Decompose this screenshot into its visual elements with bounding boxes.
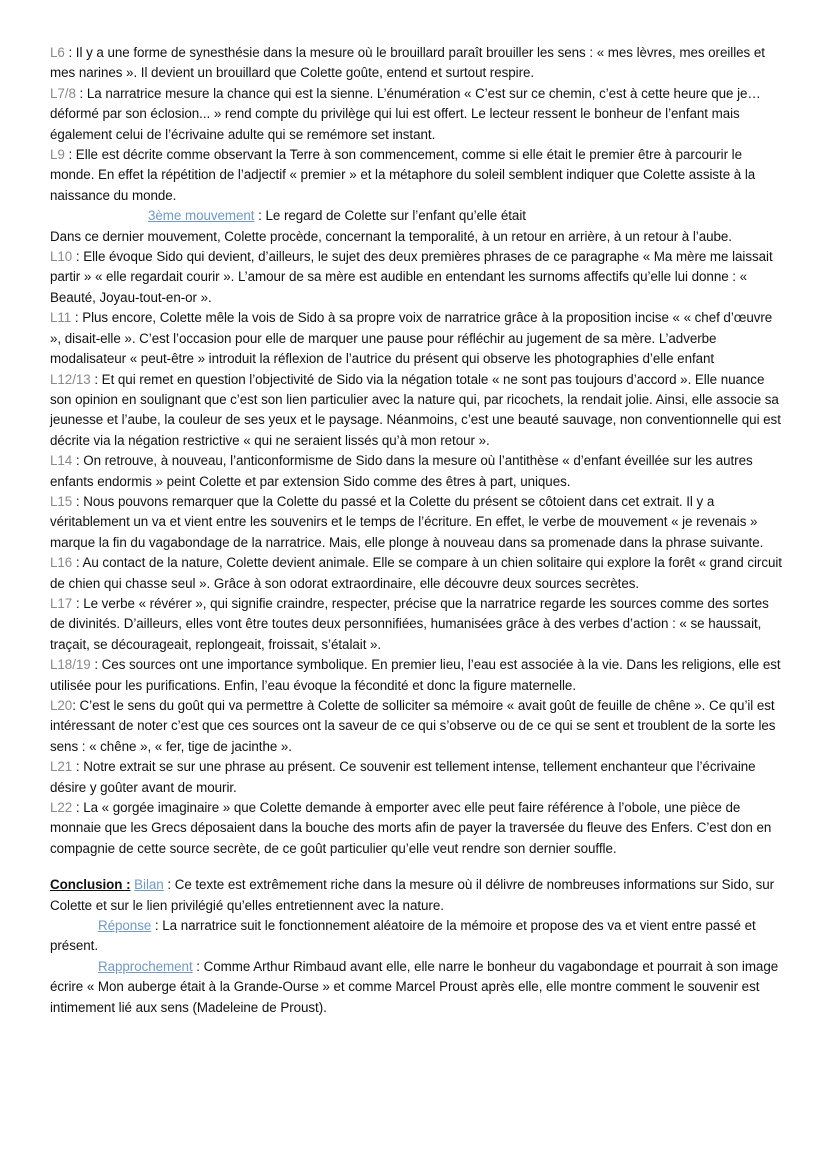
paragraph-text: : La narratrice mesure la chance qui est la sienne. L’énumération « C’est sur ce chemin, c’est à cette heure que je… déformé par son éclosion... » rend compte du privilège qui lui est offert. Le lecteur ressent le bonheur de l’enfant mais également celui de l’écrivaine adulte qui se remémore set instant. bbox=[50, 85, 761, 142]
paragraph-l6 bbox=[50, 43, 786, 84]
line-ref: L11 bbox=[50, 310, 72, 326]
line-ref: L22 bbox=[50, 800, 73, 816]
reponse-text: : La narratrice suit le fonctionnement aléatoire de la mémoire et propose des va et vient entre passé et présent. bbox=[50, 918, 756, 954]
line-ref: L7/8 bbox=[50, 85, 76, 101]
paragraph-l14 bbox=[50, 451, 786, 492]
paragraph-l18-19 bbox=[50, 655, 786, 696]
paragraph-text: : Elle est décrite comme observant la Terre à son commencement, comme si elle était le premier être à parcourir le monde. En effet la répétition de l’adjectif « premier » et la métaphore du soleil semblent indiquer que Colette assiste à la naissance du monde. bbox=[50, 147, 756, 203]
document-page bbox=[50, 43, 786, 1018]
section-intro: Dans ce dernier mouvement, Colette procède, concernant la temporalité, à un retour en arrière, à un retour à l’aube. bbox=[50, 228, 732, 244]
paragraph-text: : Et qui remet en question l’objectivité de Sido via la négation totale « ne sont pas toujours d’accord ». Elle nuance son opinion en soulignant que c’est son lien particulier avec la nature qui, par ricochets, la rendait jolie. Ainsi, elle associe sa jeunesse et l’aube, la couleur de ses yeux et le paysage. Néanmoins, c’est une beauté sauvage, non conventionnelle qui est décrite via la négation restrictive « qui ne seraient lissés qu’à mon retour ». bbox=[50, 371, 781, 448]
paragraph-l22 bbox=[50, 798, 786, 859]
paragraph-l16 bbox=[50, 553, 786, 594]
paragraph-text: : On retrouve, à nouveau, l’anticonformisme de Sido dans la mesure où l’antithèse « d’enfant éveillée sur les autres enfants endormis » peint Colette et par extension Sido comme des êtres à part, uniques. bbox=[50, 453, 753, 489]
reponse-link[interactable]: Réponse bbox=[98, 918, 152, 934]
paragraph-text: : Plus encore, Colette mêle la vois de Sido à sa propre voix de narratrice grâce à la proposition incise « « chef d’œuvre », disait-elle ». C’est l’occasion pour elle de marquer une pause pour réfléchir au jugement de sa mère. L’adverbe modalisateur « peut-être » introduit la réflexion de l’autrice du présent qui observe les photographies d’elle enfant bbox=[50, 310, 773, 367]
line-ref: L17 bbox=[50, 595, 73, 611]
conclusion-reponse bbox=[50, 916, 786, 957]
section-link[interactable]: 3ème mouvement bbox=[148, 208, 255, 224]
line-ref: L20 bbox=[50, 698, 73, 713]
paragraph-l10 bbox=[50, 247, 786, 308]
section-heading bbox=[50, 206, 786, 226]
line-ref: L12/13 bbox=[50, 371, 91, 387]
line-ref: L10 bbox=[50, 249, 73, 265]
paragraph-text: : Au contact de la nature, Colette devient animale. Elle se compare à un chien solitaire qui explore la forêt « grand circuit de chien qui chasse seul ». Grâce à son odorat extraordinaire, elle découvre deux sources secrètes. bbox=[50, 555, 782, 591]
paragraph-l11 bbox=[50, 308, 786, 369]
paragraph-text: : C’est le sens du goût qui va permettre à Colette de solliciter sa mémoire « avait goût de feuille de chêne ». Ce qu’il est intéressant de noter c’est que ces sources ont la saveur de ce qui s’observe ou de ce qui se sent et troublent de la sorte les sens : « chêne », « fer, tige de jacinthe ». bbox=[50, 698, 776, 754]
rapprochement-text: : Comme Arthur Rimbaud avant elle, elle narre le bonheur du vagabondage et pourrait à son image écrire « Mon auberge était à la Grande-Ourse » et comme Marcel Proust après elle, elle montre comment le souvenir est intimement lié aux sens (Madeleine de Proust). bbox=[50, 958, 779, 1015]
paragraph-text: : Notre extrait se sur une phrase au présent. Ce souvenir est tellement intense, tellement enchanteur que l’écrivaine désire y goûter avant de mourir. bbox=[50, 759, 756, 795]
paragraph-text: : Nous pouvons remarquer que la Colette du passé et la Colette du présent se côtoient dans cet extrait. Il y a véritablement un va et vient entre les souvenirs et le temps de l’écriture. En effet, le verbe de mouvement « je revenais » marque la fin du vagabondage de la narratrice. Mais, elle plonge à nouveau dans sa promenade dans la phrase suivante. bbox=[50, 493, 764, 550]
bilan-text: : Ce texte est extrêmement riche dans la mesure où il délivre de nombreuses informations sur Sido, sur Colette et sur le lien privilégié qu’elles entretiennent avec la nature. bbox=[50, 877, 775, 913]
paragraph-l21 bbox=[50, 757, 786, 798]
section-title: : Le regard de Colette sur l’enfant qu’elle était bbox=[254, 208, 526, 224]
paragraph-l12-13 bbox=[50, 370, 786, 452]
paragraph-text: : La « gorgée imaginaire » que Colette demande à emporter avec elle peut faire référence à l’obole, une pièce de monnaie que les Grecs déposaient dans la bouche des morts afin de payer la traversée du fleuve des Enfers. C’est don en compagnie de cette source secrète, de ce goût particulier qu’elle veut rendre son dernier souffle. bbox=[50, 800, 772, 856]
paragraph-l9 bbox=[50, 145, 786, 206]
paragraph-l7-8 bbox=[50, 84, 786, 145]
line-ref: L6 bbox=[50, 45, 65, 60]
conclusion-bilan bbox=[50, 875, 786, 916]
paragraph-text: : Elle évoque Sido qui devient, d’ailleurs, le sujet des deux premières phrases de ce paragraphe « Ma mère me laissait partir » « elle regardait courir ». L’amour de sa mère est audible en entendant les surnoms affectifs qu’elle lui donne : « Beauté, Joyau-tout-en-or ». bbox=[50, 249, 773, 305]
paragraph-text: : Il y a une forme de synesthésie dans la mesure où le brouillard paraît brouiller les sens : « mes lèvres, mes oreilles et mes narines ». Il devient un brouillard que Colette goûte, entend et surtout respire. bbox=[50, 45, 765, 81]
line-ref: L15 bbox=[50, 493, 73, 509]
paragraph-l15 bbox=[50, 492, 786, 553]
rapprochement-link[interactable]: Rapprochement bbox=[98, 958, 193, 974]
spacer bbox=[50, 859, 786, 875]
paragraph-l17 bbox=[50, 594, 786, 655]
conclusion-rapprochement bbox=[50, 957, 786, 1018]
line-ref: L18/19 bbox=[50, 657, 91, 673]
paragraph-text: : Ces sources ont une importance symbolique. En premier lieu, l’eau est associée à la vie. Dans les religions, elle est utilisée pour les purifications. Enfin, l’eau évoque la fécondité et donc la figure maternelle. bbox=[50, 657, 781, 693]
bilan-link[interactable]: Bilan bbox=[134, 877, 164, 893]
paragraph-l20 bbox=[50, 696, 786, 757]
paragraph-text: : Le verbe « révérer », qui signifie craindre, respecter, précise que la narratrice regarde les sources comme des sortes de divinités. D’ailleurs, elles vont être toutes deux personnifiées, humanisées grâce à des verbes d’action : « se haussait, traçait, se décourageait, replongeait, froissait, s’étalait ». bbox=[50, 595, 769, 652]
line-ref: L14 bbox=[50, 453, 73, 469]
line-ref: L9 bbox=[50, 147, 65, 163]
line-ref: L16 bbox=[50, 555, 73, 571]
line-ref: L21 bbox=[50, 759, 73, 775]
conclusion-heading: Conclusion : bbox=[50, 877, 131, 893]
